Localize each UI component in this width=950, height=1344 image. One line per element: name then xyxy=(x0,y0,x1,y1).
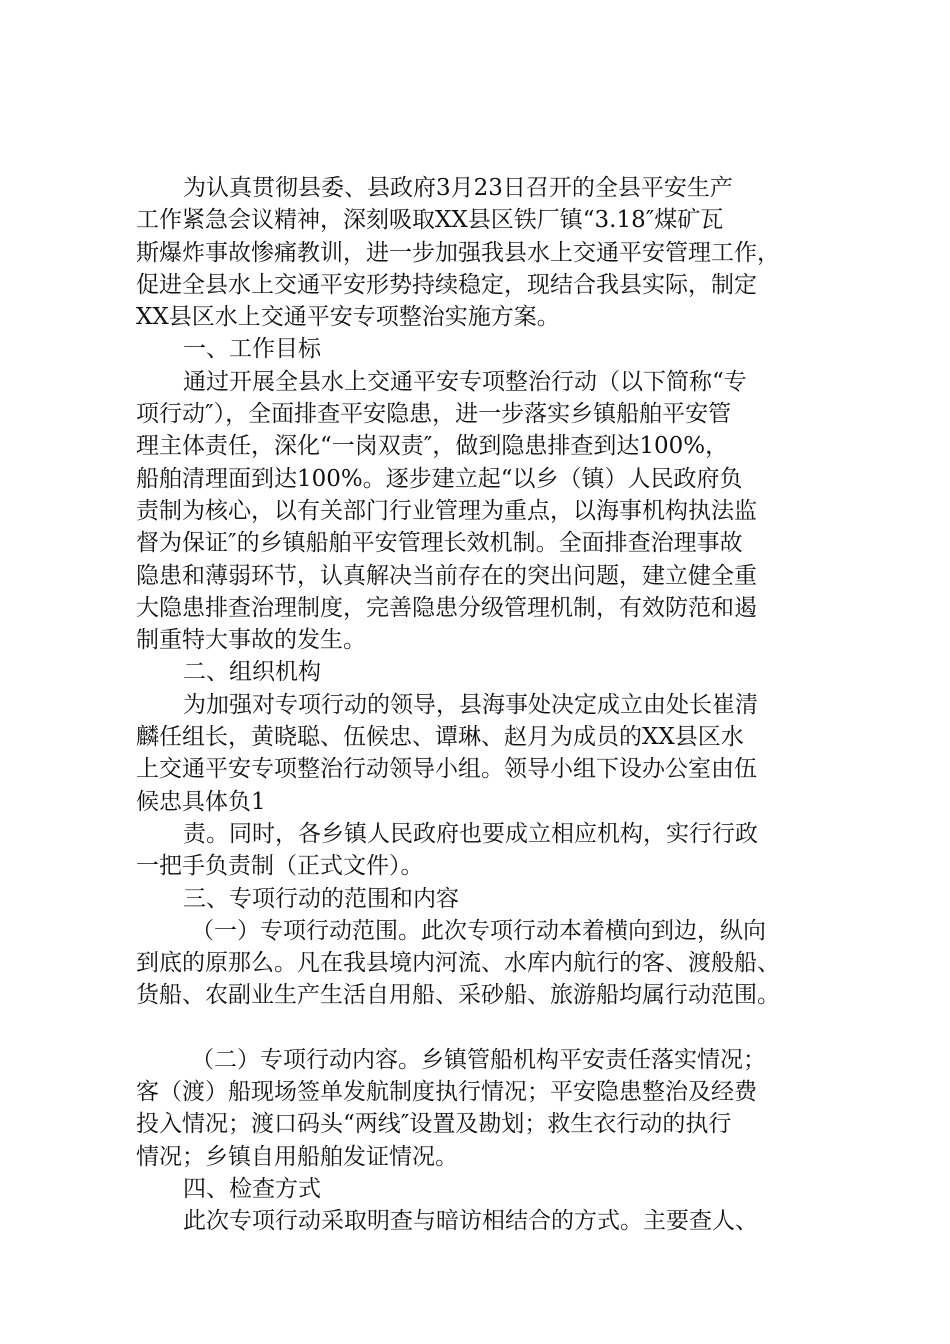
paragraph-line: 到底的原那么。凡在我县境内河流、水库内航行的客、渡般船、 xyxy=(136,950,780,977)
paragraph-line: 督为保证″的乡镇船舶平安管理长效机制。全面排查治理事故 xyxy=(136,530,743,557)
paragraph-line: 客（渡）船现场签单发航制度执行情况；平安隐患整治及经费 xyxy=(136,1079,757,1106)
paragraph-line: 货船、农副业生产生活自用船、采砂船、旅游船均属行动范围。 xyxy=(136,982,780,1009)
paragraph-gap xyxy=(136,1012,826,1044)
paragraph-line: 一把手负责制（正式文件）。 xyxy=(136,853,424,880)
document-body xyxy=(136,172,826,1238)
paragraph-line: 船舶清理面到达100%。逐步建立起“以乡（镇）人民政府负 xyxy=(136,465,743,492)
paragraph-line: 理主体责任，深化“一岗双责″，做到隐患排查到达100%， xyxy=(136,433,729,460)
paragraph-line: 责。同时，各乡镇人民政府也要成立相应机构，实行行政 xyxy=(183,820,758,847)
paragraph-line: （二）专项行动内容。乡镇管船机构平安责任落实情况； xyxy=(191,1046,766,1073)
paragraph-line: 通过开展全县水上交通平安专项整治行动（以下简称“专 xyxy=(183,368,747,395)
intro-line: 为认真贯彻县委、县政府3月23日召开的全县平安生产 xyxy=(183,175,733,201)
paragraph-line: 大隐患排查治理制度，完善隐患分级管理机制，有效防范和遏 xyxy=(136,594,757,621)
paragraph-line: 项行动″），全面排查平安隐患，进一步落实乡镇船舶平安管 xyxy=(136,401,732,428)
section-heading-organization: 二、组织机构 xyxy=(183,659,321,686)
section-heading-inspection-method: 四、检查方式 xyxy=(183,1175,321,1202)
paragraph-line: 此次专项行动采取明查与暗访相结合的方式。主要查人、 xyxy=(183,1208,758,1235)
paragraph-line: 投入情况；渡口码头“两线″设置及勘划；救生衣行动的执行 xyxy=(136,1111,732,1138)
section-heading-scope-content: 三、专项行动的范围和内容 xyxy=(183,885,459,912)
paragraph-line: 为加强对专项行动的领导，县海事处决定成立由处长崔清 xyxy=(183,691,758,718)
intro-line: 工作紧急会议精神，深刻吸取XX县区铁厂镇“3.18″煤矿瓦 xyxy=(136,207,724,234)
section-heading-work-goals: 一、工作目标 xyxy=(183,336,321,363)
intro-line: 斯爆炸事故惨痛教训，进一步加强我县水上交通平安管理工作， xyxy=(136,239,780,266)
paragraph-line: 责制为核心，以有关部门行业管理为重点，以海事机构执法监 xyxy=(136,497,757,524)
paragraph-line: 情况；乡镇自用船舶发证情况。 xyxy=(136,1143,458,1170)
paragraph-line: 隐患和薄弱环节，认真解决当前存在的突出问题，建立健全重 xyxy=(136,562,757,589)
paragraph-line: 麟任组长，黄晓聪、伍候忠、谭琳、赵月为成员的XX县区水 xyxy=(136,724,744,751)
intro-line: 促进全县水上交通平安形势持续稳定，现结合我县实际，制定 xyxy=(136,271,757,298)
paragraph-line: 上交通平安专项整治行动领导小组。领导小组下设办公室由伍 xyxy=(136,756,757,783)
paragraph-line: 制重特大事故的发生。 xyxy=(136,627,366,654)
intro-line: XX县区水上交通平安专项整治实施方案。 xyxy=(136,304,560,331)
paragraph-line: 候忠具体负1 xyxy=(136,788,266,815)
paragraph-line: （一）专项行动范围。此次专项行动本着横向到边，纵向 xyxy=(191,917,766,944)
